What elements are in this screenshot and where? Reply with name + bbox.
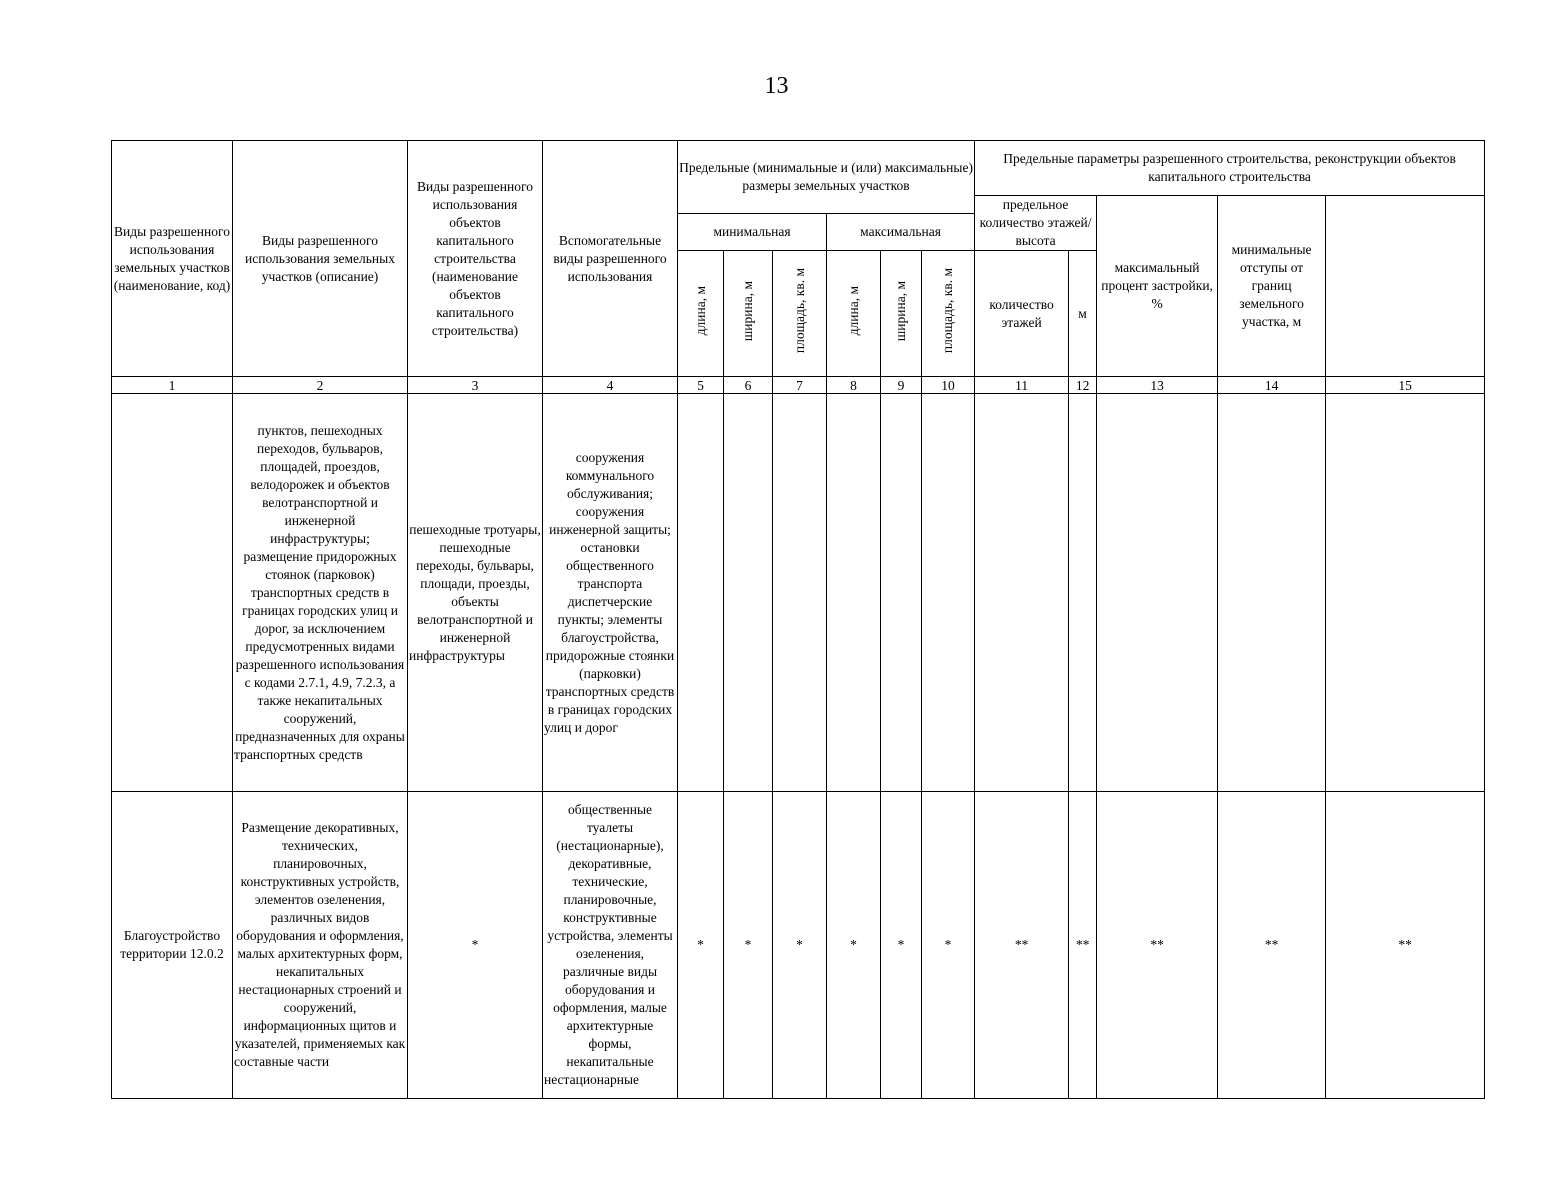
row-value	[975, 394, 1069, 792]
row-value: *	[724, 792, 773, 1099]
row-value: *	[881, 792, 922, 1099]
column-number: 11	[975, 377, 1069, 394]
header-construction-parameters: Предельные параметры разрешенного строительства, реконструкции объектов капитального строительства	[975, 141, 1485, 196]
column-number: 2	[233, 377, 408, 394]
row-value	[922, 394, 975, 792]
column-number: 9	[881, 377, 922, 394]
row-land-use-code: Благоустройство территории 12.0.2	[112, 792, 233, 1099]
header-max-area: площадь, кв. м	[922, 251, 975, 377]
column-number: 8	[827, 377, 881, 394]
header-max-length: длина, м	[827, 251, 881, 377]
column-number: 10	[922, 377, 975, 394]
row-value	[1097, 394, 1218, 792]
table-row	[112, 792, 1485, 1099]
header-plot-size-limits: Предельные (минимальные и (или) максимальные) размеры земельных участков	[678, 141, 975, 214]
row-value: **	[1326, 792, 1485, 1099]
header-max-building-percent: максимальный процент застройки, %	[1097, 196, 1218, 377]
row-value	[678, 394, 724, 792]
row-value: **	[1097, 792, 1218, 1099]
row-value: *	[827, 792, 881, 1099]
row-capital-construction-use: пешеходные тротуары, пешеходные переходы, бульвары, площади, проезды, объекты велотранспортной и инженерной инфраструктуры	[408, 394, 543, 792]
column-number: 1	[112, 377, 233, 394]
header-floors-height: предельное количество этажей/высота	[975, 196, 1097, 251]
column-number: 5	[678, 377, 724, 394]
regulations-table	[111, 140, 1485, 1099]
row-value	[1069, 394, 1097, 792]
column-number: 4	[543, 377, 678, 394]
row-value: *	[922, 792, 975, 1099]
header-auxiliary-use: Вспомогательные виды разрешенного использования	[543, 141, 678, 377]
header-max-width: ширина, м	[881, 251, 922, 377]
row-value: **	[1069, 792, 1097, 1099]
column-number: 13	[1097, 377, 1218, 394]
header-capital-construction-use: Виды разрешенного использования объектов капитального строительства (наименование объектов капитального строительства)	[408, 141, 543, 377]
page-number: 13	[764, 73, 789, 99]
header-min-setback: минимальные отступы от границ земельного участка, м	[1218, 196, 1326, 377]
column-number: 14	[1218, 377, 1326, 394]
row-auxiliary-use: сооружения коммунального обслуживания; сооружения инженерной защиты; остановки общественного транспорта диспетчерские пункты; элементы благоустройства, придорожные стоянки (парковки) транспортных средств в границах городских улиц и дорог	[543, 394, 678, 792]
header-min-length: длина, м	[678, 251, 724, 377]
column-number-row	[112, 377, 1485, 394]
row-value: **	[975, 792, 1069, 1099]
column-number: 6	[724, 377, 773, 394]
row-value: *	[678, 792, 724, 1099]
row-capital-construction-use: *	[408, 792, 543, 1099]
row-value	[724, 394, 773, 792]
table-row	[112, 394, 1485, 792]
header-land-use-code: Виды разрешенного использования земельных участков (наименование, код)	[112, 141, 233, 377]
header-minimum: минимальная	[678, 214, 827, 251]
row-value	[773, 394, 827, 792]
row-land-use-description: Размещение декоративных, технических, планировочных, конструктивных устройств, элементов озеленения, различных видов оборудования и оформления, малых архитектурных форм, некапитальных нестационарных строений и сооружений, информационных щитов и указателей, применяемых как составные части	[233, 792, 408, 1099]
row-value: *	[773, 792, 827, 1099]
column-number: 7	[773, 377, 827, 394]
header-min-width: ширина, м	[724, 251, 773, 377]
row-value	[1218, 394, 1326, 792]
row-land-use-description: пунктов, пешеходных переходов, бульваров, площадей, проездов, велодорожек и объектов велотранспортной и инженерной инфраструктуры; размещение придорожных стоянок (парковок) транспортных средств в границах городских улиц и дорог, за исключением предусмотренных видами разрешенного использования с кодами 2.7.1, 4.9, 7.2.3, а также некапитальных сооружений, предназначенных для охраны транспортных средств	[233, 394, 408, 792]
header-maximum: максимальная	[827, 214, 975, 251]
header-land-use-description: Виды разрешенного использования земельных участков (описание)	[233, 141, 408, 377]
header-floor-count: количество этажей	[975, 251, 1069, 377]
header-height-m: м	[1069, 251, 1097, 377]
row-value	[881, 394, 922, 792]
row-land-use-code	[112, 394, 233, 792]
row-value	[827, 394, 881, 792]
column-number: 15	[1326, 377, 1485, 394]
row-auxiliary-use: общественные туалеты (нестационарные), декоративные, технические, планировочные, конструктивные устройства, элементы озеленения, различные виды оборудования и оформления, малые архитектурные формы, некапитальные нестационарные	[543, 792, 678, 1099]
row-value	[1326, 394, 1485, 792]
column-number: 12	[1069, 377, 1097, 394]
header-min-area: площадь, кв. м	[773, 251, 827, 377]
column-number: 3	[408, 377, 543, 394]
row-value: **	[1218, 792, 1326, 1099]
